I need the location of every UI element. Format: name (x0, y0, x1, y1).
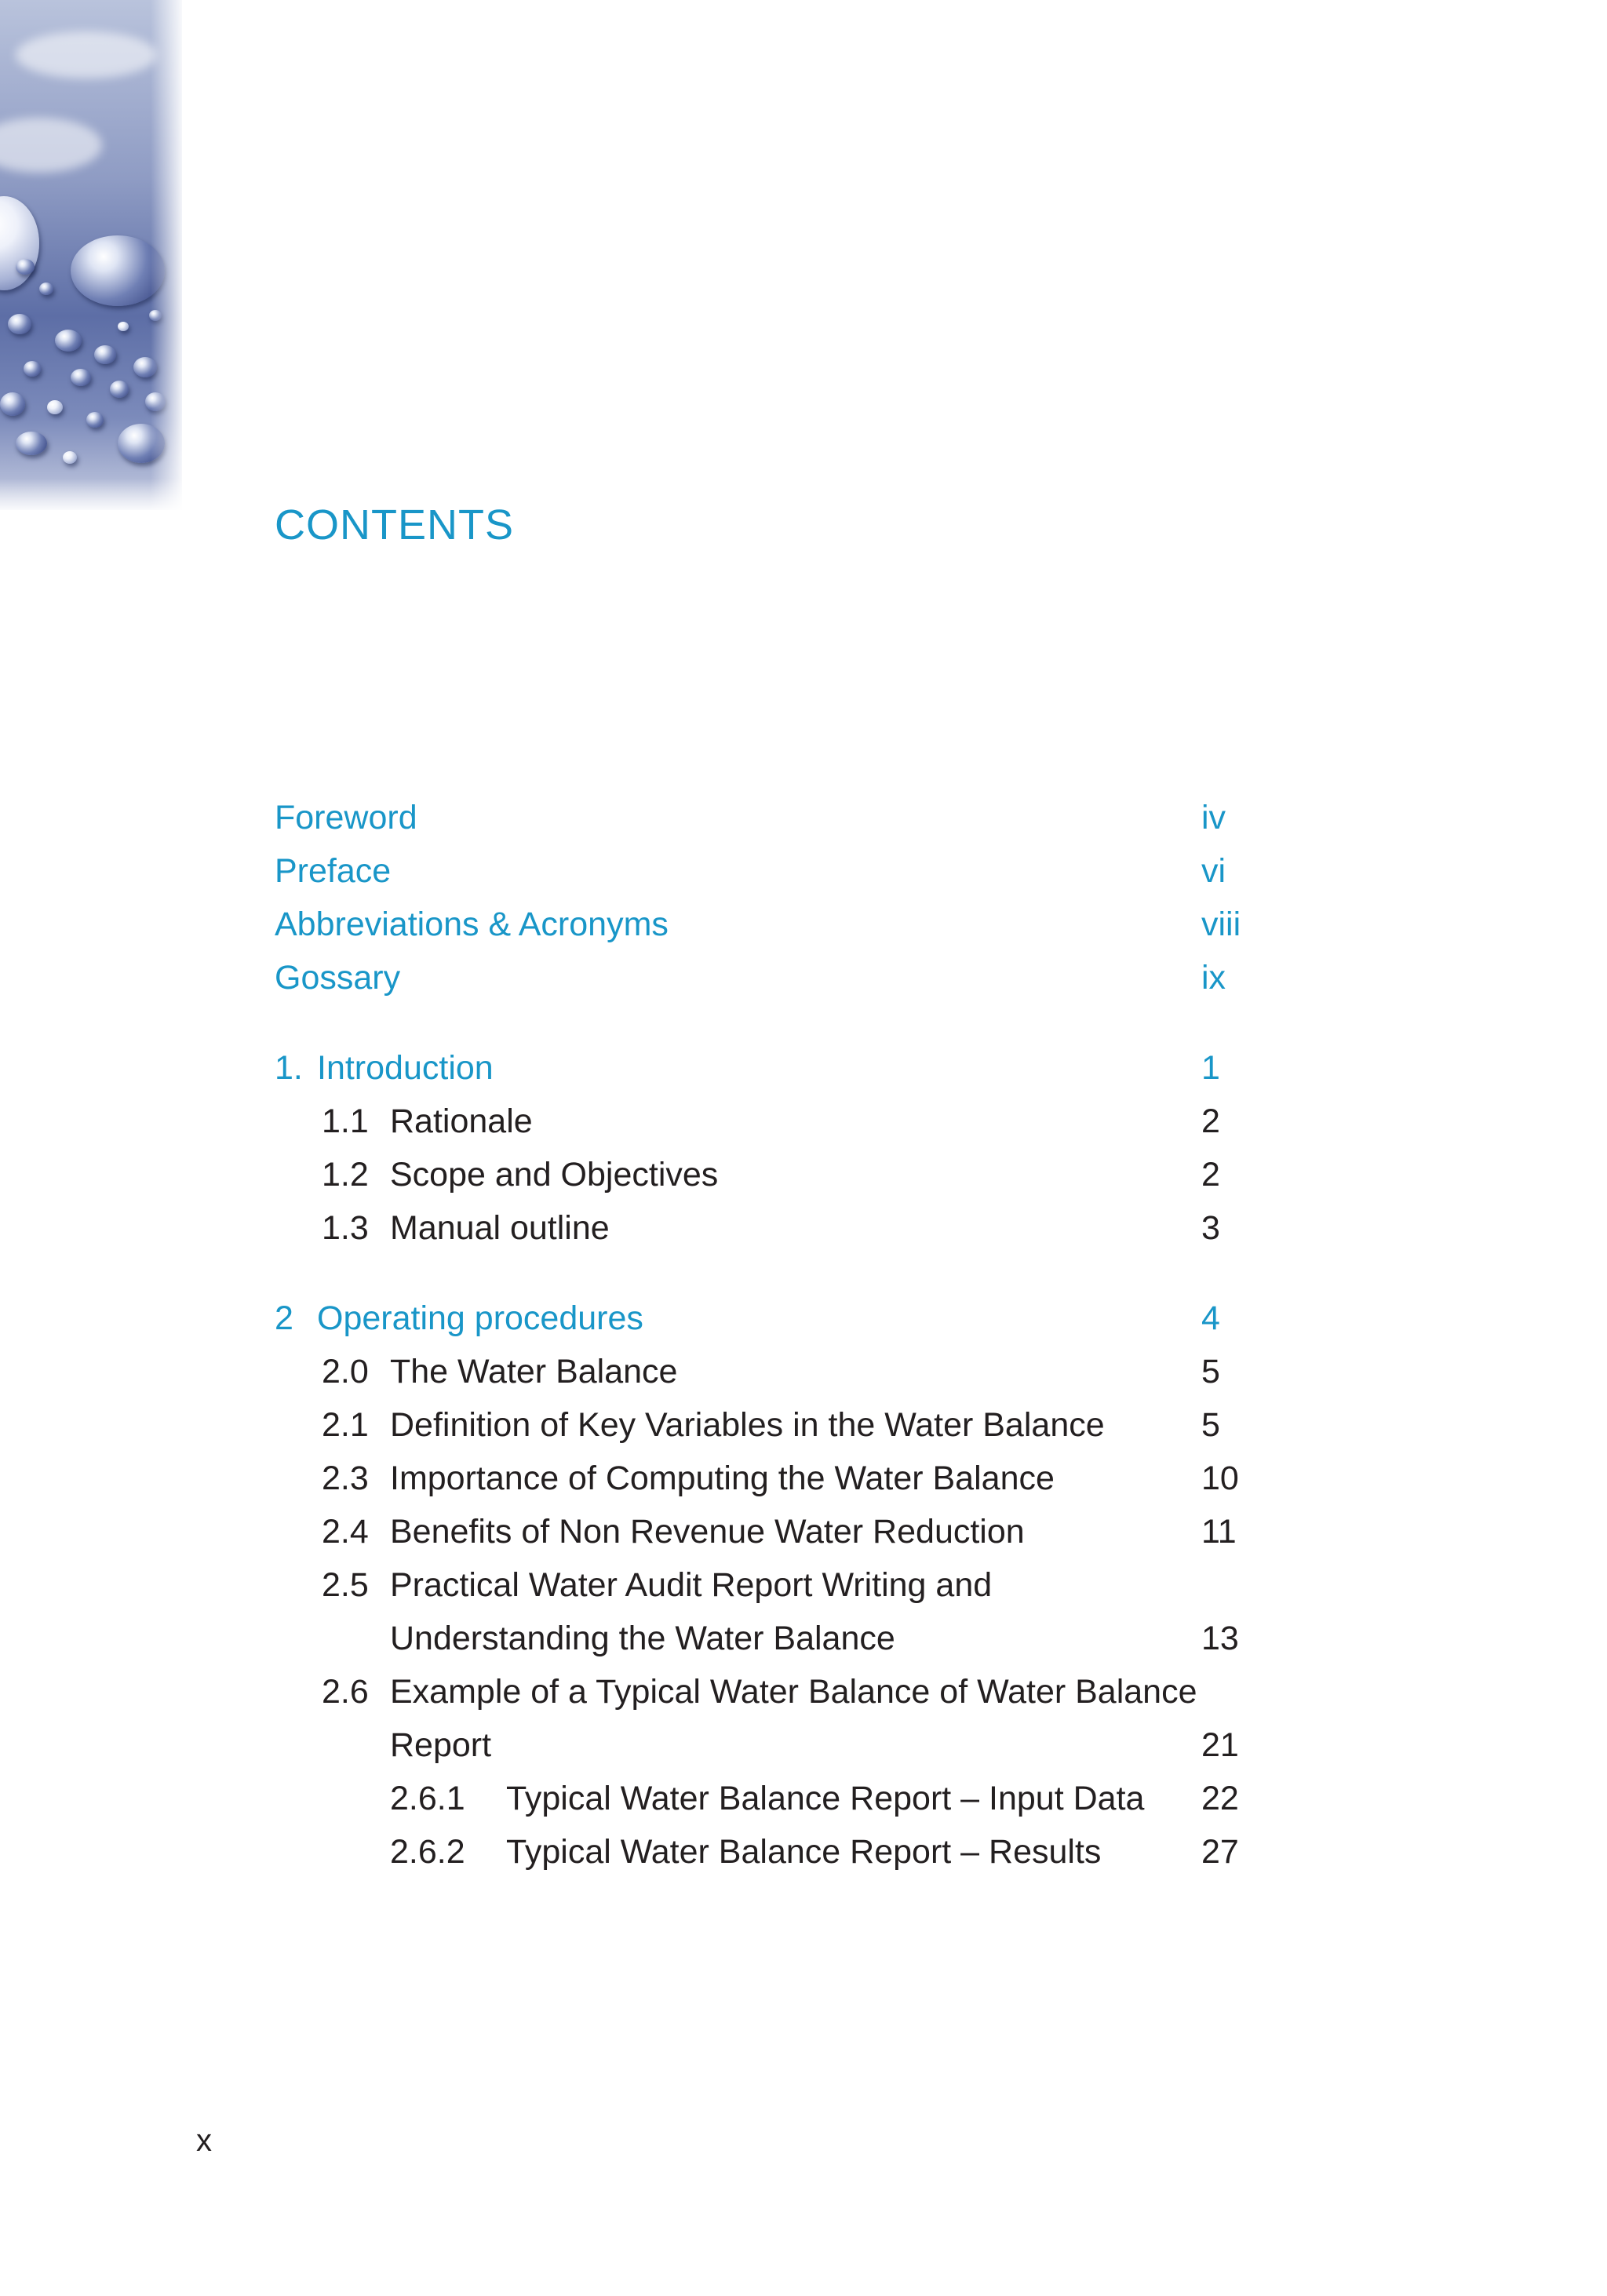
toc-section-key-variables[interactable] (275, 1398, 1255, 1452)
toc-section-page: 3 (1201, 1209, 1220, 1247)
toc-section-title: Definition of Key Variables in the Water Balance (390, 1406, 1105, 1444)
toc-section-number: 1.2 (322, 1156, 369, 1194)
toc-section-number: 2.0 (322, 1353, 369, 1390)
toc-chapter-title: Introduction (317, 1049, 494, 1087)
toc-chapter-page: 4 (1201, 1299, 1220, 1337)
toc-section-benefits[interactable] (275, 1505, 1255, 1558)
toc-entry-title: Abbreviations & Acronyms (275, 906, 669, 943)
toc-section-title-line2: Report (390, 1726, 492, 1764)
toc-chapter-number: 2 (275, 1299, 293, 1337)
toc-subsection-number: 2.6.2 (390, 1833, 465, 1871)
toc-subsection-input-data[interactable] (275, 1772, 1255, 1825)
toc-subsection-title: Typical Water Balance Report – Results (506, 1833, 1102, 1871)
toc-section-number: 2.3 (322, 1460, 369, 1497)
toc-section-title: The Water Balance (390, 1353, 678, 1390)
toc-entry-glossary[interactable] (275, 951, 1255, 1004)
toc-section-number: 1.1 (322, 1102, 369, 1140)
toc-section-audit-report-cont[interactable] (275, 1612, 1255, 1665)
toc-section-page: 13 (1201, 1620, 1239, 1657)
toc-subsection-page: 22 (1201, 1780, 1239, 1817)
toc-section-title: Importance of Computing the Water Balance (390, 1460, 1055, 1497)
toc-entry-title: Preface (275, 852, 392, 890)
toc-section-example-cont[interactable] (275, 1718, 1255, 1772)
toc-section-page: 5 (1201, 1406, 1220, 1444)
toc-section-page: 2 (1201, 1156, 1220, 1194)
toc-section-importance[interactable] (275, 1452, 1255, 1505)
toc-section-rationale[interactable] (275, 1095, 1255, 1148)
toc-section-number: 2.6 (322, 1673, 369, 1711)
toc-section-title: Rationale (390, 1102, 533, 1140)
toc-section-number: 1.3 (322, 1209, 369, 1247)
toc-subsection-results[interactable] (275, 1825, 1255, 1879)
toc-section-number: 2.5 (322, 1566, 369, 1604)
toc-entry-title: Foreword (275, 799, 417, 836)
toc-section-number: 2.4 (322, 1513, 369, 1551)
toc-section-manual-outline[interactable] (275, 1201, 1255, 1255)
toc-subsection-title: Typical Water Balance Report – Input Data (506, 1780, 1145, 1817)
toc-entry-page: vi (1201, 852, 1226, 890)
toc-entry-page: viii (1201, 906, 1241, 943)
toc-section-water-balance[interactable] (275, 1345, 1255, 1398)
toc-entry-page: iv (1201, 799, 1226, 836)
toc-section-page: 21 (1201, 1726, 1239, 1764)
toc-entry-page: ix (1201, 959, 1226, 997)
toc-section-title-line1: Practical Water Audit Report Writing and (390, 1566, 993, 1604)
toc-chapter-number: 1. (275, 1049, 303, 1087)
toc-section-title: Manual outline (390, 1209, 610, 1247)
toc-section-title-line2: Understanding the Water Balance (390, 1620, 895, 1657)
toc-subsection-page: 27 (1201, 1833, 1239, 1871)
toc-section-example[interactable] (275, 1665, 1255, 1718)
toc-section-page: 2 (1201, 1102, 1220, 1140)
toc-subsection-number: 2.6.1 (390, 1780, 465, 1817)
toc-chapter-page: 1 (1201, 1049, 1220, 1087)
toc-entry-foreword[interactable] (275, 791, 1255, 844)
page-title: CONTENTS (275, 501, 514, 548)
toc-entry-preface[interactable] (275, 844, 1255, 898)
toc-entry-abbreviations[interactable] (275, 898, 1255, 951)
toc-chapter-title: Operating procedures (317, 1299, 643, 1337)
toc-chapter-operating-procedures[interactable] (275, 1292, 1255, 1345)
toc-section-page: 10 (1201, 1460, 1239, 1497)
toc-section-page: 5 (1201, 1353, 1220, 1390)
spacer (275, 1255, 1255, 1292)
toc-section-audit-report[interactable] (275, 1558, 1255, 1612)
toc-section-title: Scope and Objectives (390, 1156, 719, 1194)
table-of-contents (275, 791, 1255, 1879)
page-number: x (196, 2123, 212, 2158)
toc-section-title: Benefits of Non Revenue Water Reduction (390, 1513, 1025, 1551)
toc-section-page: 11 (1201, 1513, 1237, 1551)
toc-section-title-line1: Example of a Typical Water Balance of Water Balance (390, 1673, 1197, 1711)
toc-section-number: 2.1 (322, 1406, 369, 1444)
spacer (275, 1004, 1255, 1041)
toc-chapter-introduction[interactable] (275, 1041, 1255, 1095)
toc-section-scope[interactable] (275, 1148, 1255, 1201)
water-drops-photo (0, 0, 182, 510)
toc-entry-title: Gossary (275, 959, 401, 997)
